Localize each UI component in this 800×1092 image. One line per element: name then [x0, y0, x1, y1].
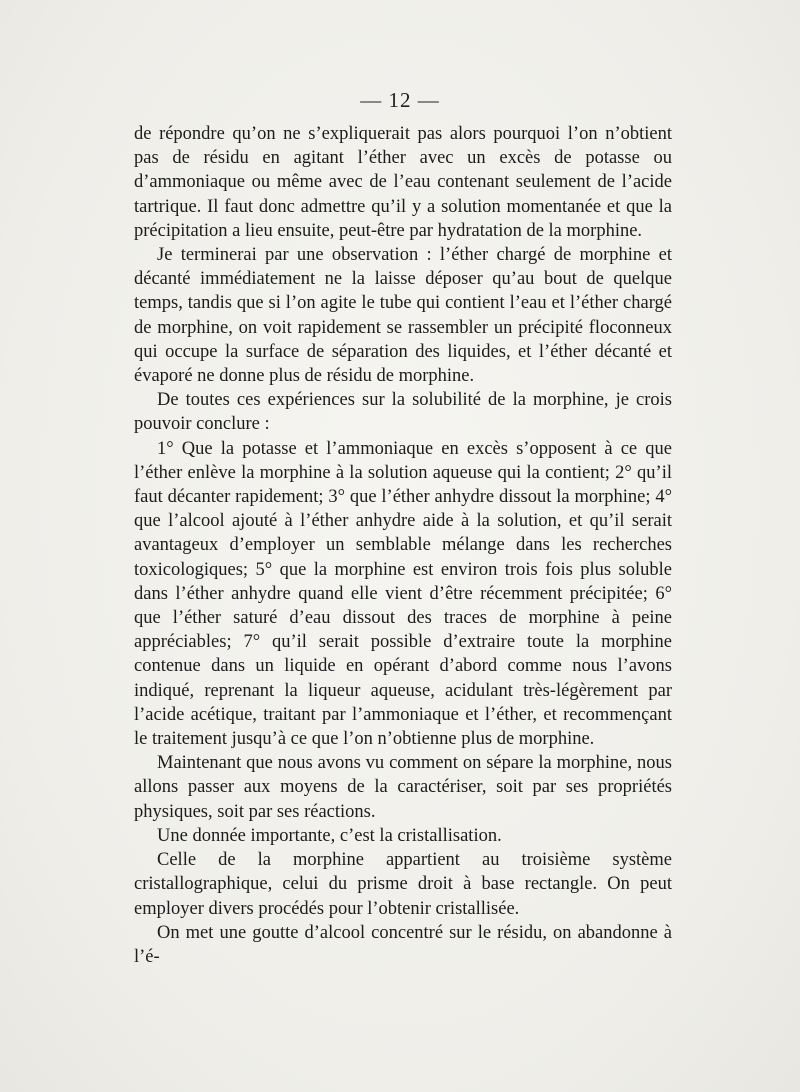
paragraph-conclusions-list: 1° Que la potasse et l’ammoniaque en excès s’opposent à ce que l’éther enlève la morphine à la solution aqueuse qui la contient; 2° qu’il faut décanter rapidement; 3° que l’éther anhydre dissout la morphine; 4° que l’alcool ajouté à l’éther anhydre aide à la solution, et qu’il serait avantageux d’employer un semblable mélange dans les recherches toxicologiques; 5° que la morphine est environ trois fois plus soluble dans l’éther anhydre quand elle vient d’être récemment précipitée; 6° que l’éther saturé d’eau dissout des traces de morphine à peine appréciables; 7° qu’il serait possible d’extraire toute la morphine contenue dans un liquide en opérant d’abord comme nous l’avons indiqué, reprenant la liqueur aqueuse, acidulant très-légèrement par l’acide acétique, traitant par l’ammoniaque et l’éther, et recommençant le traitement jusqu’à ce que l’on n’obtienne plus de morphine. — [134, 438, 672, 750]
paragraph-conclusion-intro: De toutes ces expériences sur la solubilité de la morphine, je crois pouvoir conclure : — [134, 390, 672, 435]
paragraph-crystal-system: Celle de la morphine appartient au troisième système cristallographique, celui du prisme droit à base rectangle. On peut employer divers procédés pour l’obtenir cristallisée. — [134, 850, 672, 919]
paragraph-continuation: de répondre qu’on ne s’expliquerait pas alors pourquoi l’on n’obtient pas de résidu en agitant l’éther avec un excès de potasse ou d’ammoniaque ou même avec de l’eau contenant seulement de l’acide tartrique. Il faut donc admettre qu’il y a solution momentanée et que la précipitation a lieu ensuite, peut-être par hydratation de la morphine. — [134, 124, 672, 241]
paragraph-observation: Je terminerai par une observation : l’éther chargé de morphine et décanté immédiatement ne la laisse déposer qu’au bout de quelque temps, tandis que si l’on agite le tube qui contient l’eau et l’éther chargé de morphine, on voit rapidement se rassembler un précipité floconneux qui occupe la surface de séparation des liquides, et l’éther décanté et évaporé ne donne plus de résidu de morphine. — [134, 245, 672, 387]
paragraph-characterization: Maintenant que nous avons vu comment on sépare la morphine, nous allons passer aux moyens de la caractériser, soit par ses propriétés physiques, soit par ses réactions. — [134, 753, 672, 822]
paragraph-crystallization: Une donnée importante, c’est la cristallisation. — [157, 825, 502, 846]
page-number: — 12 — — [360, 88, 440, 112]
paragraph-method: On met une goutte d’alcool concentré sur le résidu, on abandonne à l’é- — [134, 922, 672, 967]
body-text — [134, 122, 672, 969]
